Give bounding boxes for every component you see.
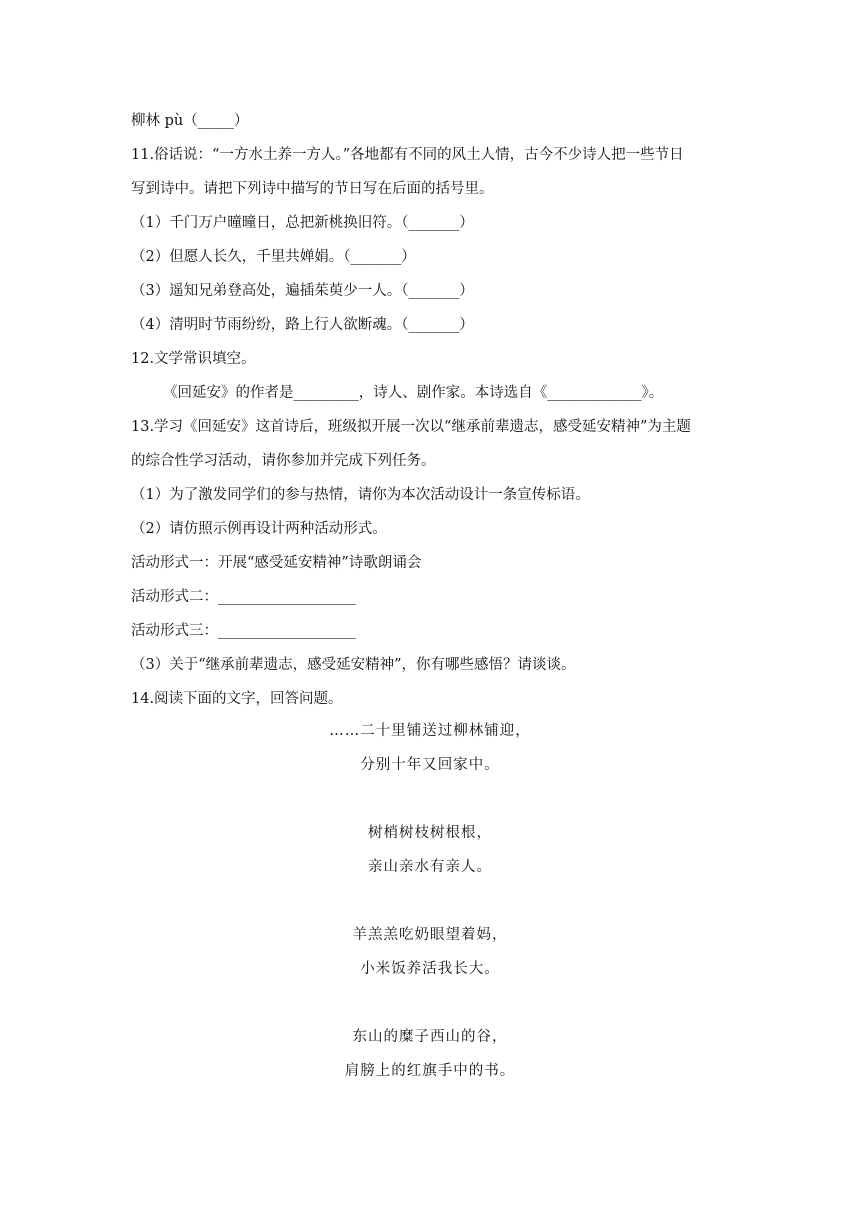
q11-item-4: （4）清明时节雨纷纷，路上行人欲断魂。（_______） [131, 317, 474, 333]
q13-prompt-line-2: 的综合性学习活动，请你参加并完成下列任务。 [131, 453, 436, 469]
q11-prompt-line-2: 写到诗中。请把下列诗中描写的节日写在后面的括号里。 [131, 181, 494, 197]
q13-activity-3-blank: 活动形式三：___________________ [131, 623, 356, 639]
poem-line-1: ……二十里铺送过柳林铺迎， [329, 723, 531, 739]
q13-prompt-line-1: 13.学习《回延安》这首诗后，班级拟开展一次以“继承前辈遗志，感受延安精神”为主题 [131, 419, 691, 435]
q11-item-3: （3）遥知兄弟登高处，遍插茱萸少一人。（_______） [131, 283, 474, 299]
q13-task-1: （1）为了激发同学们的参与热情，请你为本次活动设计一条宣传标语。 [131, 487, 590, 503]
poem-line-3: 树梢树枝树根根， [368, 825, 492, 841]
q13-task-3: （3）关于“继承前辈遗志，感受延安精神”，你有哪些感悟？请谈谈。 [131, 657, 576, 673]
q12-heading: 12.文学常识填空。 [131, 351, 256, 367]
q14-heading: 14.阅读下面的文字，回答问题。 [131, 691, 343, 707]
q10-tail-line: 柳林 pù（_____） [131, 113, 249, 129]
poem-line-8: 肩膀上的红旗手中的书。 [344, 1063, 516, 1079]
q11-item-2: （2）但愿人长久，千里共婵娟。（_______） [131, 249, 416, 265]
q12-fill-blank: 《回延安》的作者是_________，诗人、剧作家。本诗选自《_____________》。 [163, 385, 664, 401]
poem-line-2: 分别十年又回家中。 [360, 757, 500, 773]
poem-line-5: 羊羔羔吃奶眼望着妈， [352, 927, 508, 943]
q11-prompt-line-1: 11.俗话说：“一方水土养一方人。”各地都有不同的风土人情，古今不少诗人把一些节日 [131, 147, 684, 163]
q13-activity-2-blank: 活动形式二：___________________ [131, 589, 356, 605]
q13-example-activity: 活动形式一：开展“感受延安精神”诗歌朗诵会 [131, 555, 422, 571]
poem-line-4: 亲山亲水有亲人。 [368, 859, 492, 875]
poem-line-6: 小米饭养活我长大。 [360, 961, 500, 977]
q11-item-1: （1）千门万户曈曈日，总把新桃换旧符。（_______） [131, 215, 474, 231]
q13-task-2: （2）请仿照示例再设计两种活动形式。 [131, 521, 387, 537]
poem-line-7: 东山的糜子西山的谷， [352, 1029, 508, 1045]
